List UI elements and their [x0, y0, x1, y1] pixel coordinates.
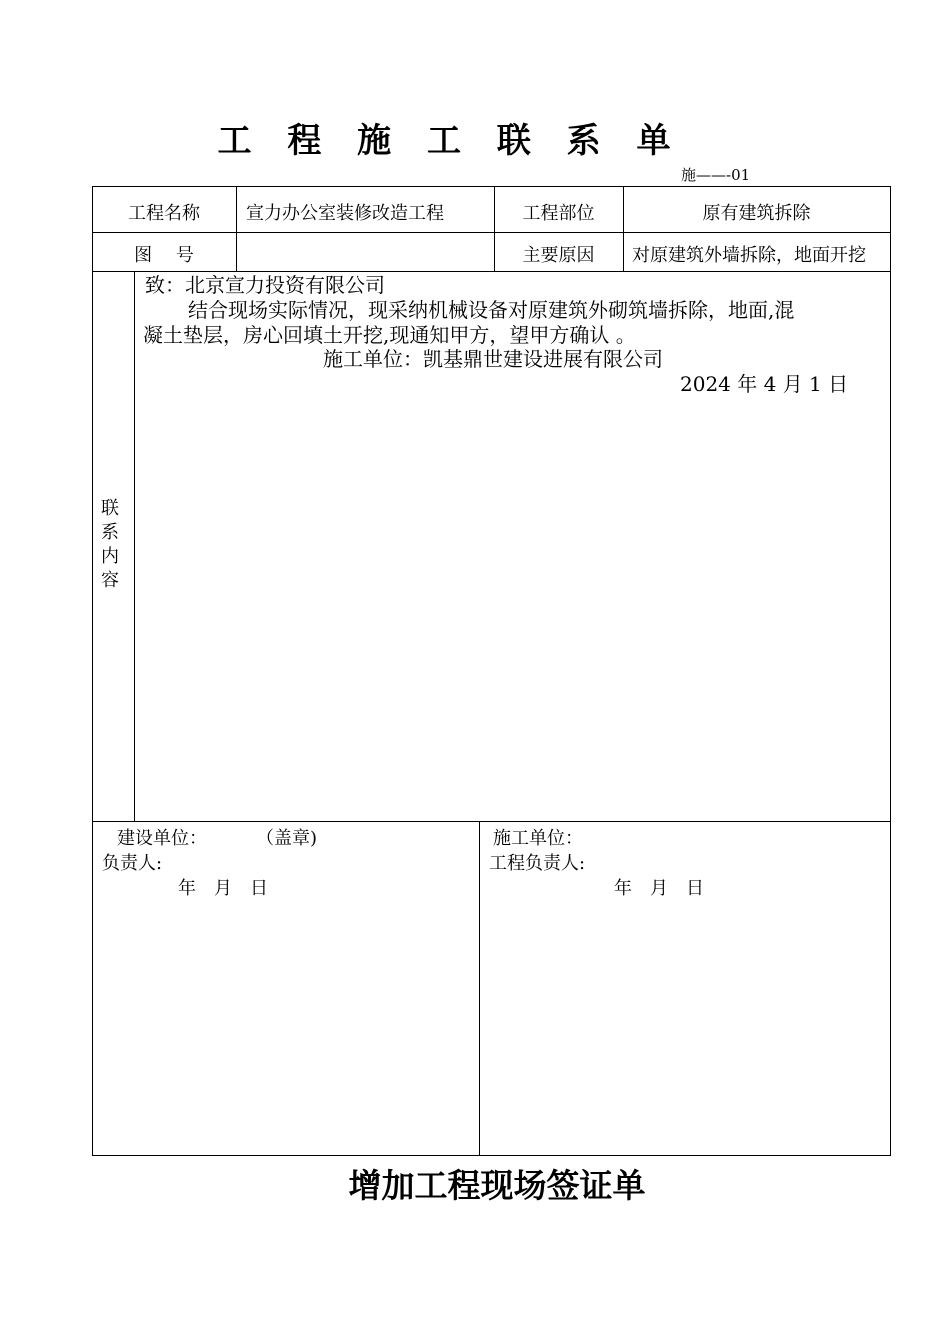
- owner-person-label: 负责人:: [102, 853, 163, 874]
- side-label-char: 系: [101, 522, 119, 543]
- addressee: 致：北京宣力投资有限公司: [145, 273, 385, 297]
- content-date: 2024 年 4 月 1 日: [680, 372, 849, 396]
- location-label: 工程部位: [522, 203, 595, 224]
- document-title: 工 程 施 工 联 系 单: [217, 121, 683, 161]
- document-number: 施——-01: [681, 166, 751, 184]
- reason-label: 主要原因: [522, 245, 595, 266]
- project-name-label: 工程名称: [128, 203, 200, 224]
- side-label-char: 内: [101, 546, 119, 567]
- owner-unit-label: 建设单位：: [117, 828, 207, 849]
- side-label-char: 容: [101, 570, 119, 591]
- content-side-label: [95, 497, 125, 593]
- body-line-1: 结合现场实际情况，现采纳机械设备对原建筑外砌筑墙拆除，地面,混: [188, 298, 795, 322]
- owner-date-label: 年 月 日: [178, 878, 268, 899]
- reason-value: 对原建筑外墙拆除，地面开挖: [632, 245, 866, 266]
- seal-label: （盖章): [256, 828, 318, 849]
- contractor-unit-label: 施工单位：: [493, 828, 583, 849]
- project-name-value: 宣力办公室装修改造工程: [246, 203, 444, 224]
- body-line-2: 凝土垫层，房心回填土开挖,现通知甲方，望甲方确认 。: [143, 323, 636, 347]
- drawing-number-label: 图 号: [134, 245, 194, 266]
- contractor-line: 施工单位：凯基鼎世建设进展有限公司: [323, 347, 663, 371]
- side-label-char: 联: [101, 498, 119, 519]
- next-document-title: 增加工程现场签证单: [348, 1166, 646, 1205]
- contractor-date-label: 年 月 日: [614, 878, 704, 899]
- location-value: 原有建筑拆除: [702, 203, 811, 224]
- contractor-person-label: 工程负责人:: [489, 853, 586, 874]
